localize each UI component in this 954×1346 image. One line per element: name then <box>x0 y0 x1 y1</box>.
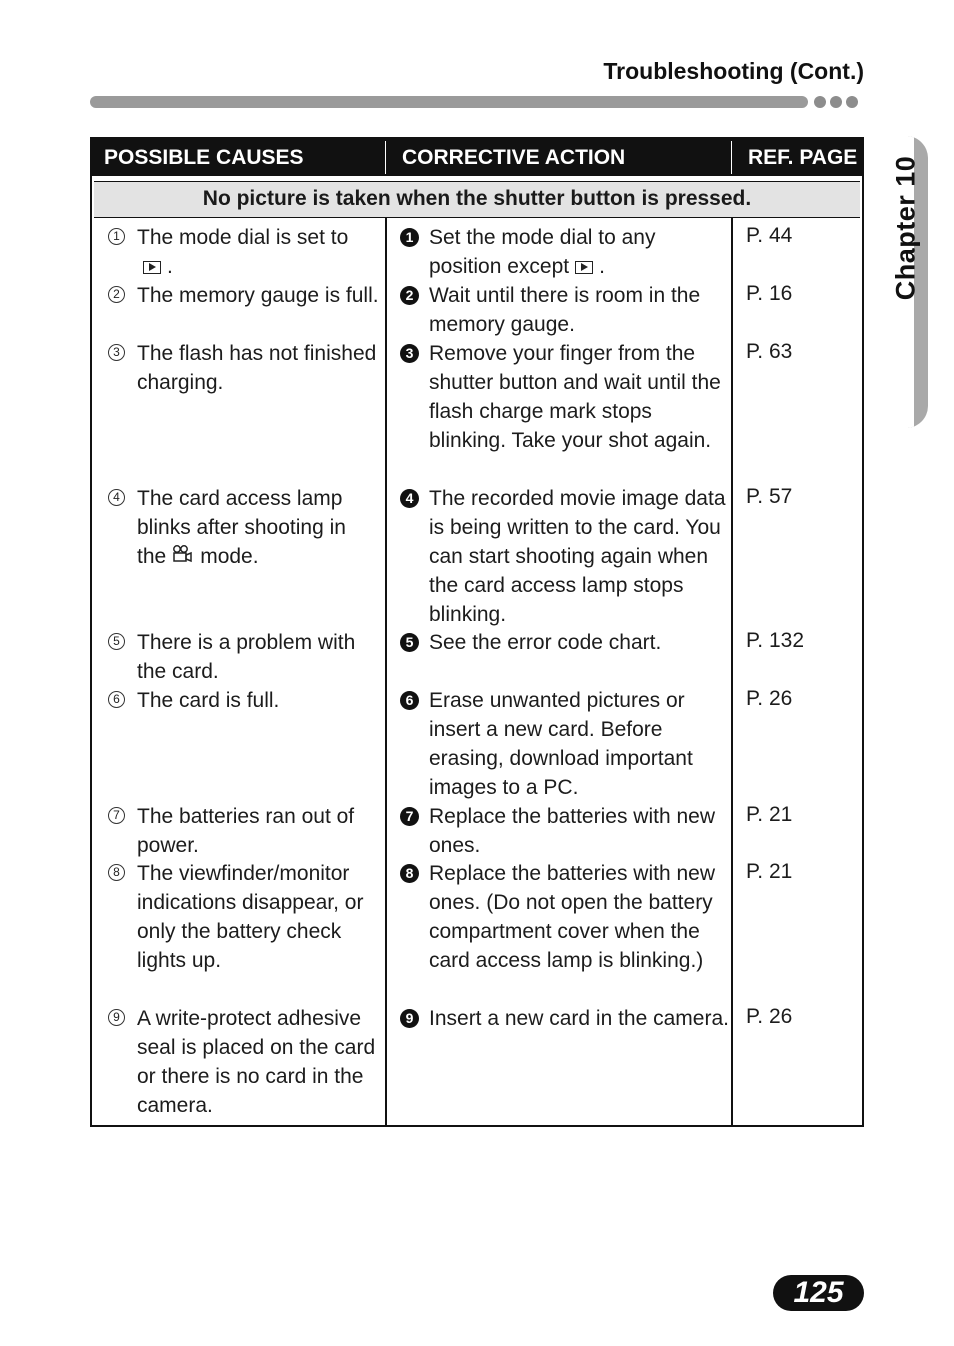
ref-6: P. 26 <box>746 687 793 710</box>
ref-3: P. 63 <box>746 340 793 363</box>
header-dots <box>814 96 858 108</box>
cause-2: 2 The memory gauge is full. <box>108 281 380 310</box>
action-8: 8 Replace the batteries with new ones. (Do not open the battery compartment cover when the card access lamp is blinking.) <box>400 859 730 975</box>
header-rule <box>90 96 808 108</box>
chapter-tab-label: Chapter 10 <box>890 155 921 301</box>
ref-2: P. 16 <box>746 282 793 305</box>
cause-5: 5 There is a problem with the card. <box>108 628 380 686</box>
page-header-title: Troubleshooting (Cont.) <box>603 58 864 84</box>
ref-4: P. 57 <box>746 485 793 508</box>
ref-5: P. 132 <box>746 629 805 652</box>
action-3: 3 Remove your finger from the shutter button and wait until the flash charge mark stops blinking. Take your shot again. <box>400 339 730 455</box>
column-header-ref: REF. PAGE <box>748 146 858 169</box>
action-5: 5 See the error code chart. <box>400 628 730 657</box>
ref-1: P. 44 <box>746 224 793 247</box>
action-6: 6 Erase unwanted pictures or insert a new card. Before erasing, download important images to a PC. <box>400 686 730 802</box>
troubleshooting-table <box>90 137 864 1127</box>
cause-4: 4 The card access lamp blinks after shooting in the mode. <box>108 484 380 571</box>
cause-1: 1 The mode dial is set to . <box>108 223 380 281</box>
table-header-row <box>92 139 862 176</box>
cause-7: 7 The batteries ran out of power. <box>108 802 380 860</box>
ref-9: P. 26 <box>746 1005 793 1028</box>
cause-6: 6 The card is full. <box>108 686 380 715</box>
movie-mode-icon <box>172 545 192 563</box>
action-1: 1 Set the mode dial to any position except . <box>400 223 730 281</box>
action-4: 4 The recorded movie image data is being written to the card. You can start shooting again when the card access lamp stops blinking. <box>400 484 730 629</box>
ref-8: P. 21 <box>746 860 793 883</box>
cause-3: 3 The flash has not finished charging. <box>108 339 380 397</box>
action-9: 9 Insert a new card in the camera. <box>400 1004 730 1033</box>
ref-7: P. 21 <box>746 803 793 826</box>
cause-8: 8 The viewfinder/monitor indications disappear, or only the battery check lights up. <box>108 859 380 975</box>
column-header-action: CORRECTIVE ACTION <box>402 146 626 169</box>
condition-row: No picture is taken when the shutter button is pressed. <box>94 181 860 218</box>
play-mode-icon <box>143 261 161 274</box>
column-header-causes: POSSIBLE CAUSES <box>104 146 304 169</box>
play-mode-icon <box>575 261 593 274</box>
action-2: 2 Wait until there is room in the memory gauge. <box>400 281 730 339</box>
cause-9: 9 A write-protect adhesive seal is placed on the card or there is no card in the camera. <box>108 1004 380 1120</box>
page-number-badge: 125 <box>773 1275 864 1311</box>
action-7: 7 Replace the batteries with new ones. <box>400 802 730 860</box>
